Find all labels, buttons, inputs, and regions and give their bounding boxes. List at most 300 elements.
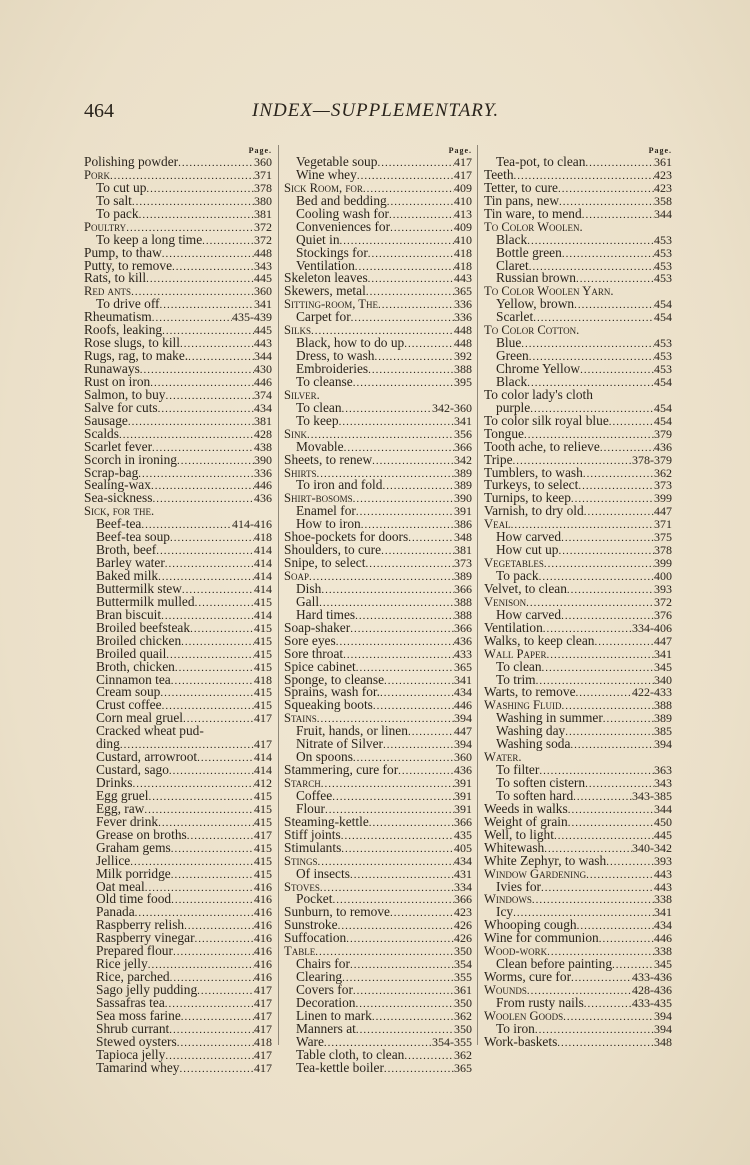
entry-text: Woolen Goods [484,1008,564,1023]
entry-text: Yellow, brown [496,296,575,312]
dot-leader [162,247,254,260]
entry-page: 409 [454,180,472,195]
entry-page: 338 [654,944,672,959]
entry-page: 416 [254,879,272,894]
entry-page: 350 [454,995,472,1010]
entry-text: Drinks [96,775,133,790]
column-page-heading: Page. [448,146,472,155]
entry-text: Coffee [296,787,333,803]
entry-page: 453 [654,271,672,286]
dot-leader [350,868,454,881]
dot-leader [565,725,654,738]
dot-leader [132,195,254,208]
entry-page: 386 [454,517,472,532]
entry-page: 360 [454,750,472,765]
entry-page: 348 [454,530,472,545]
entry-text: Black, how to do up [296,335,405,351]
entry-text: Sassafras tea [96,994,165,1010]
entry-page: 341 [454,413,472,428]
entry-text: How to iron [296,516,361,532]
entry-page: 414 [254,569,272,583]
entry-page: 412 [254,776,272,790]
entry-page: 445 [254,271,272,286]
entry-page: 394 [654,1008,672,1023]
dot-leader [177,454,254,467]
index-entry [284,373,472,389]
entry-page: 371 [654,517,672,532]
entry-text: How cut up [496,542,559,558]
entry-page: 374 [254,387,272,402]
entry-page: 366 [454,439,472,454]
entry-text: Bottle green [496,244,562,260]
entry-text: Tooth ache, to relieve [484,438,600,454]
entry-text: Tapioca jelly [96,1046,166,1062]
entry-text: Starch [284,776,321,790]
entry-text: Buttermilk mulled [96,593,195,609]
entry-page: 399 [654,556,672,571]
entry-page: 350 [454,1021,472,1036]
entry-page: 341 [654,646,672,661]
entry-text: Raspberry relish [96,917,185,933]
entry-text: Stammering, cure for [284,762,399,778]
column-page-heading: Page. [248,146,272,155]
entry-page: 414 [254,763,272,778]
entry-page: 436 [454,763,472,778]
entry-text: Blue [496,335,522,351]
dot-leader [321,583,454,596]
entry-text: Beef-tea [96,516,142,532]
dot-leader [195,932,254,945]
entry-page: 391 [454,776,472,790]
entry-text: To color silk royal blue [484,412,609,428]
entry-text: Rice jelly [96,956,148,972]
dot-leader [381,544,454,557]
entry-page: 453 [654,245,672,260]
entry-text: Red ants [84,284,132,299]
entry-text: Roofs, leaking [84,322,163,338]
entry-text: Sunburn, to remove [284,904,390,920]
entry-page: 343 [254,258,272,273]
entry-page: 414-416 [232,517,272,532]
entry-page: 417 [254,737,272,752]
entry-text: Pork [84,167,111,182]
entry-page: 334 [454,879,472,894]
entry-page: 453 [654,349,672,364]
entry-text: Worms, cure for [484,969,572,985]
entry-text: Ivies for [496,878,541,894]
entry-page: 362 [454,1047,472,1062]
entry-text: Stains [284,711,317,726]
entry-text: ding [96,736,120,752]
entry-text: Crust coffee [96,697,162,713]
entry-page: 417 [254,1021,272,1036]
entry-text: Veal [484,517,511,532]
dot-leader [309,570,454,583]
dot-leader [369,816,454,829]
entry-page: 453 [654,258,672,273]
entry-text: Vegetable soup [296,154,378,169]
dot-leader [557,1036,654,1049]
entry-text: Movable [296,438,344,454]
dot-leader [165,557,254,570]
entry-page: 381 [454,543,472,558]
entry-text: Water. [484,750,522,765]
dot-leader [567,583,654,596]
entry-page: 366 [454,814,472,829]
entry-text: Graham gems [96,839,171,855]
dot-leader [152,492,254,505]
entry-page: 428-436 [632,983,672,997]
entry-text: Sunstroke [284,917,338,933]
entry-text: Table [284,944,316,959]
entry-text: Washing day [496,723,566,739]
entry-page: 454 [654,400,672,415]
dot-leader [378,298,454,311]
entry-page: 413 [454,206,472,221]
entry-page: 434 [454,685,472,700]
entry-text: Snipe, to select [284,555,366,571]
entry-text: Embroideries [296,361,369,376]
entry-text: Egg, raw [96,800,145,816]
entry-page: 447 [654,633,672,648]
entry-page: 426 [454,931,472,946]
entry-page: 390 [254,452,272,467]
entry-page: 366 [454,620,472,635]
entry-text: Manners at [296,1020,356,1036]
entry-page: 336 [454,297,472,312]
entry-page: 389 [654,711,672,726]
entry-text: To iron and fold [296,477,383,493]
entry-page: 395 [454,374,472,389]
entry-text: Sea-sickness [84,490,153,506]
entry-text: Varnish, to dry old [484,503,584,519]
entry-text: Tongue [484,425,524,441]
entry-text: Window Gardening [484,866,587,881]
entry-text: Sore throat [284,645,344,661]
entry-text: Tetter, to cure [484,179,558,195]
index-entry [484,1033,672,1049]
entry-page: 414 [254,581,272,596]
entry-text: Polishing powder [84,154,179,169]
entry-text: Black [496,231,528,247]
entry-text: Shirt-bosoms [284,491,353,506]
entry-page: 423 [654,167,672,182]
entry-page: 416 [254,905,272,920]
dot-leader [160,686,254,699]
entry-page: 385 [654,724,672,739]
dot-leader [377,156,454,169]
entry-page: 340 [654,672,672,687]
entry-text: Claret [496,257,529,273]
dot-leader [356,1023,454,1036]
entry-text: Shrub currant [96,1020,170,1036]
entry-page: 341 [454,672,472,687]
entry-page: 445 [654,827,672,842]
entry-page: 415 [254,801,272,816]
entry-page: 448 [454,323,472,338]
entry-text: Weeds in walks [484,800,568,816]
index-entry [484,205,672,221]
dot-leader [166,648,254,661]
dot-leader [351,311,454,324]
entry-text: Sore eyes [284,632,336,648]
entry-page: 418 [254,1034,272,1049]
dot-leader [384,674,454,687]
entry-text: Tin ware, to mend [484,205,582,221]
entry-text: Russian brown [496,270,576,286]
entry-text: To salt [96,192,132,208]
entry-page: 380 [254,193,272,208]
entry-text: Tea-pot, to clean [496,154,586,169]
entry-page: 447 [454,724,472,739]
entry-page: 415 [254,814,272,829]
index-column-1 [84,147,272,1075]
entry-page: 454 [654,413,672,428]
entry-text: Broth, chicken [96,658,175,674]
entry-page: 453 [654,336,672,351]
entry-page: 392 [454,349,472,364]
entry-page: 360 [254,284,272,299]
entry-text: To keep [296,412,339,428]
index-entry [284,557,472,570]
entry-page: 390 [454,491,472,506]
entry-page: 372 [254,219,272,234]
dot-leader [404,1049,454,1062]
entry-text: Tripe [484,451,513,467]
entry-page: 361 [654,155,672,169]
entry-text: To soften hard [496,787,574,803]
entry-page: 391 [454,801,472,816]
entry-page: 358 [654,193,672,208]
dot-leader [336,635,454,648]
dot-leader [146,272,254,285]
entry-page: 391 [454,788,472,803]
entry-page: 445 [254,323,272,338]
entry-page: 342 [454,452,472,467]
entry-text: Tumblers, to wash [484,464,583,480]
entry-page: 381 [254,206,272,221]
entry-page: 350 [454,944,472,959]
index-entry [284,1059,472,1075]
entry-page: 399 [654,491,672,506]
entry-text: Sponge, to cleanse [284,671,385,687]
entry-page: 415 [254,866,272,881]
entry-text: Wine whey [296,166,357,182]
entry-page: 410 [454,232,472,247]
dot-leader [171,868,254,881]
entry-page: 348 [654,1034,672,1049]
entry-text: Black [496,373,528,389]
entry-text: Venison [484,594,527,609]
dot-leader [568,816,654,829]
dot-leader [368,247,454,260]
entry-page: 405 [454,840,472,855]
entry-text: White Zephyr, to wash [484,852,607,868]
entry-text: Scalds [84,425,119,441]
entry-page: 415 [254,853,272,868]
dot-leader [140,363,254,376]
dot-leader [574,298,654,311]
entry-text: Vegetables [484,556,544,571]
entry-page: 362 [654,465,672,480]
entry-text: Shoulders, to cure [284,542,382,558]
entry-text: To color lady's cloth [484,386,593,402]
entry-page: 436 [454,633,472,648]
entry-text: Broiled quail [96,645,167,661]
entry-text: Rust on iron [84,373,151,389]
entry-page: 415 [254,594,272,609]
entry-page: 436 [254,491,272,506]
entry-page: 453 [654,232,672,247]
entry-text: Walks, to keep clean [484,632,595,648]
entry-page: 342-360 [432,400,472,415]
entry-text: Runaways [84,361,140,376]
dot-leader [171,842,254,855]
index-entry [284,166,472,182]
entry-page: 341 [254,297,272,312]
dot-leader [138,467,254,480]
entry-page: 334-406 [632,620,672,635]
entry-text: Chrome Yellow [496,361,581,376]
dot-leader [599,932,654,945]
entry-page: 345 [654,659,672,674]
index-entry [484,580,672,596]
entry-page: 338 [654,892,672,907]
entry-text: Bran biscuit [96,606,162,622]
entry-page: 428 [254,426,272,441]
entry-text: To pack [496,568,539,583]
entry-text: Steaming-kettle [284,813,369,829]
dot-leader [172,260,254,273]
entry-text: Scorch in ironing [84,451,177,467]
dot-leader [521,337,654,350]
entry-page: 355 [454,970,472,985]
entry-text: Broiled chicken [96,632,182,648]
entry-text: Clean before painting [496,956,613,972]
dot-leader [158,402,254,415]
entry-text: How carved [496,529,562,545]
dot-leader [187,829,254,842]
entry-page: 381 [254,413,272,428]
entry-page: 417 [254,827,272,842]
dot-leader [144,803,254,816]
dot-leader [368,272,454,285]
entry-page: 418 [254,530,272,545]
entry-text: Pocket [296,891,333,907]
entry-page: 389 [454,478,472,493]
index-entry [484,505,672,518]
entry-text: Sitting-room, The [284,297,378,312]
entry-text: Chairs for [296,956,350,972]
dot-leader [541,881,654,894]
dot-leader [582,208,654,221]
dot-leader [558,544,654,557]
dot-leader [342,971,454,984]
entry-page: 343-385 [632,788,672,803]
entry-page: 415 [254,633,272,648]
entry-page: 416 [254,970,272,985]
entry-text: Cracked wheat pud- [96,723,204,739]
entry-text: Cream soup [96,684,161,700]
entry-text: Dress, to wash [296,348,375,364]
index-entry [284,311,472,324]
entry-page: 389 [454,465,472,480]
dot-leader [197,751,254,764]
entry-page: 388 [454,607,472,622]
entry-page: 438 [254,439,272,454]
dot-leader [178,156,254,169]
entry-text: Washing in summer [496,710,603,726]
dot-leader [606,855,654,868]
entry-text: Stings [284,853,318,868]
dot-leader [173,945,254,958]
entry-text: Stewed oysters [96,1033,177,1049]
index-entry [484,852,672,868]
entry-text: To iron [496,1020,535,1036]
index-entry [484,632,672,648]
entry-page: 433-435 [632,995,672,1010]
entry-text: Salmon, to buy [84,386,166,402]
dot-leader [570,738,654,751]
dot-leader [563,1010,654,1023]
entry-page: 343 [654,776,672,790]
entry-text: Enamel for [296,503,356,519]
entry-page: 417 [254,995,272,1010]
entry-page: 450 [654,814,672,829]
dot-leader [580,363,654,376]
dot-leader [132,777,254,790]
entry-page: 365 [454,1060,472,1075]
entry-text: Conveniences for [296,218,391,234]
entry-text: Hard times [296,606,356,622]
dot-leader [350,622,454,635]
entry-text: purple [496,399,531,415]
entry-text: Sago jelly pudding [96,982,198,997]
entry-page: 434 [454,853,472,868]
dot-leader [355,260,454,273]
index-entry [284,839,472,855]
entry-page: 415 [254,620,272,635]
dot-leader [372,454,454,467]
entry-text: Teeth [484,166,514,182]
dot-leader [171,674,254,687]
entry-page: 365 [454,284,472,299]
entry-text: Soap-shaker [284,619,351,635]
entry-text: Whitewash [484,839,545,855]
entry-page: 434 [654,918,672,933]
entry-text: Poultry [84,219,127,234]
entry-text: Quiet in [296,231,340,247]
entry-text: Scarlet [496,309,534,325]
entry-page: 362 [454,1008,472,1023]
entry-text: Dish [296,580,322,596]
index-entry [284,451,472,467]
entry-page: 426 [454,918,472,933]
dot-leader [380,686,454,699]
entry-text: Rose slugs, to kill [84,335,180,351]
entry-text: To soften cistern [496,775,586,790]
entry-text: Putty, to remove [84,257,173,273]
entry-text: Skewers, metal [284,283,366,299]
entry-page: 393 [654,581,672,596]
entry-page: 373 [454,556,472,571]
dot-leader [373,699,454,712]
index-column-2 [284,147,472,1075]
entry-page: 436 [654,439,672,454]
column-divider [477,145,478,1045]
entry-page: 416 [254,931,272,946]
entry-text: To trim [496,671,536,687]
